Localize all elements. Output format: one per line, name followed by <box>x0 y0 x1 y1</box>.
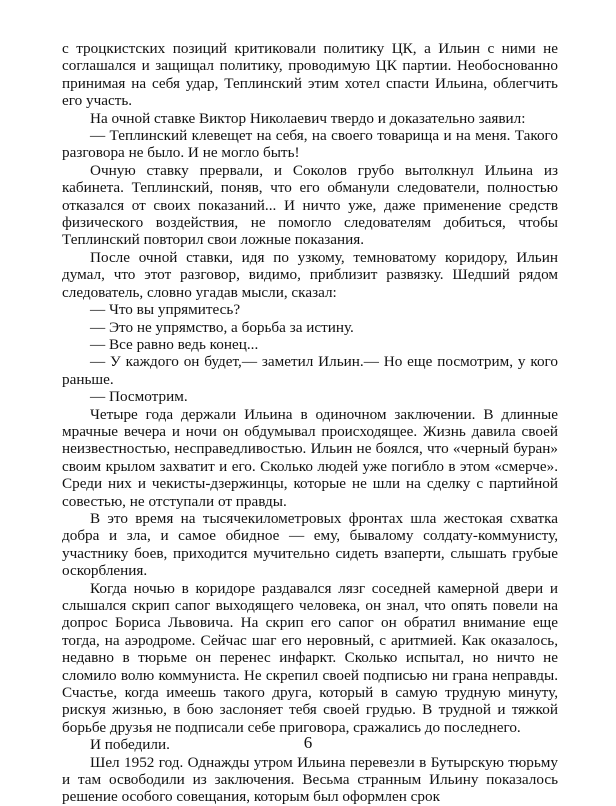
paragraph: После очной ставки, идя по узкому, темноватому коридору, Ильин думал, что этот разговор, видимо, приблизит развязку. Шедший рядом следователь, словно угадав мысли, сказал: <box>62 248 558 301</box>
paragraph: И победили. <box>90 736 170 754</box>
paragraph: На очной ставке Виктор Николаевич твердо и доказательно заявил: <box>90 109 526 127</box>
paragraph: — Это не упрямство, а борьба за истину. <box>90 318 354 336</box>
paragraph: с троцкистских позиций критиковали политику ЦК, а Ильин с ними не соглашался и защищал политику, проводимую ЦК партии. Необоснованно принимая на себя удар, Теплинский этим хотел спасти Ильина, облегчить его участь. <box>62 40 558 110</box>
paragraph: — Теплинский клевещет на себя, на своего товарища и на меня. Такого разговора не было. И не могло быть! <box>62 127 558 162</box>
paragraph: — Все равно ведь конец... <box>90 335 259 353</box>
paragraph: В это время на тысячекилометровых фронтах шла жестокая схватка добра и зла, и самое обидное — ему, бывалому солдату-коммунисту, участнику боев, приходится мучительно сидеть взаперти, слышать грубые оскорбления. <box>62 509 558 580</box>
paragraph: Четыре года держали Ильина в одиночном заключении. В длинные мрачные вечера и ночи он обдумывал происходящее. Жизнь давила своей неизвестностью, несправедливостью. Ильин не боялся, что «черный буран» своим крылом захватит и его. Сколько людей уже погибло в этом «смерче». Среди них и чекисты-дзержинцы, которые не шли на сделку с партийной совестью, не отступали от правды. <box>62 405 558 510</box>
paragraph: — Посмотрим. <box>90 388 188 406</box>
page-text <box>62 40 558 806</box>
page-number: 6 <box>303 733 313 752</box>
paragraph: Когда ночью в коридоре раздавался лязг соседней камерной двери и слышался скрип сапог выходящего человека, он знал, что опять повели на допрос Бориса Львовича. На скрип его сапог он обратил внимание еще тогда, на аэродроме. Сейчас шаг его неровный, с аритмией. Как оказалось, недавно в тюрьме он перенес инфаркт. Сколько испытал, но ничто не сломило волю коммуниста. Не скрепил своей подписью ни грана неправды. Счастье, когда имеешь такого друга, который в самую трудную минуту, рискуя жизнью, в бою заслоняет тебя своей грудью. В трудной и тяжкой борьбе друзья не подписали себе приговора, сражались до последнего. <box>62 579 558 736</box>
paragraph: Очную ставку прервали, и Соколов грубо вытолкнул Ильина из кабинета. Теплинский, поняв, что его обманули следователи, полностью отказался от своих показаний... И ничто уже, даже применение средств физического воздействия, не помогло следователям добиться, чтобы Теплинский повторил свои ложные показания. <box>62 161 558 249</box>
paragraph: — Что вы упрямитесь? <box>90 301 241 319</box>
paragraph: Шел 1952 год. Однажды утром Ильина перевезли в Бутырскую тюрьму и там освободили из заключения. Весьма странным Ильину показалось решение особого совещания, которым был оформлен срок <box>62 753 558 806</box>
paragraph: — У каждого он будет,— заметил Ильин.— Но еще посмотрим, у кого раньше. <box>62 353 558 388</box>
